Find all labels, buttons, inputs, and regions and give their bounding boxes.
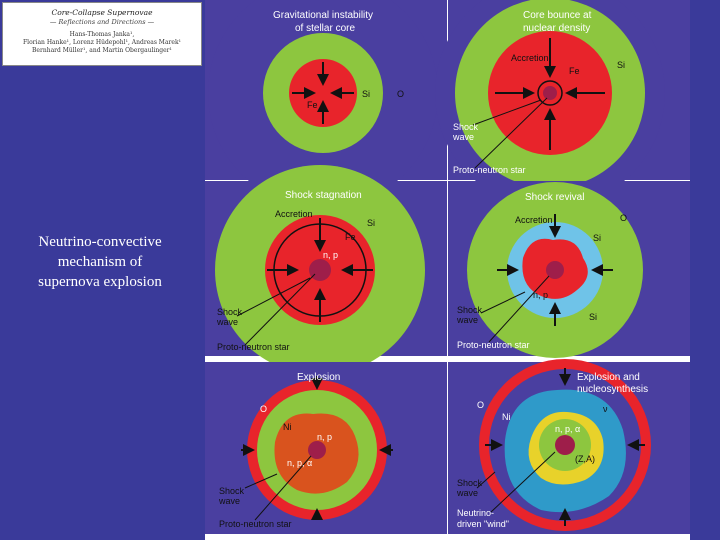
panel4-title: Shock revival — [525, 192, 585, 203]
panel6-wind-label-line2: driven "wind" — [457, 519, 509, 529]
panel1-o-label: O — [397, 89, 405, 99]
panel2-proto-neutron-star — [543, 86, 557, 100]
panel3-np-label: n, p — [323, 250, 339, 260]
panel5-npa-label: n, p, α — [287, 458, 313, 468]
side-caption — [2, 232, 198, 292]
panel6-o-label: O — [477, 400, 485, 410]
panel6-title-line2: nucleosynthesis — [577, 384, 649, 395]
panel3-si-label: Si — [367, 218, 376, 228]
panel1-title-line2: of stellar core — [295, 23, 356, 34]
panel4-si-bottom-label: Si — [589, 312, 598, 322]
panel2-fe-label: Fe — [569, 66, 580, 76]
panel5-ni-label: Ni — [283, 422, 292, 432]
panel3-shock-label-line2: wave — [217, 317, 239, 327]
panel6-za-label: (Z,A) — [575, 454, 595, 464]
panel6-nu-label: ν — [603, 404, 608, 414]
panel6-title-line1: Explosion and — [577, 372, 640, 383]
side-caption-line3: supernova explosion — [38, 274, 162, 290]
panel-explosion-nucleosynthesis — [448, 359, 690, 534]
panel-shock-revival — [448, 181, 690, 358]
panel4-shock-label-line2: wave — [457, 315, 479, 325]
side-caption-line1: Neutrino-convective — [38, 234, 162, 250]
panel1-title-line1: Gravitational instability — [273, 10, 374, 21]
panel3-accretion-label: Accretion — [275, 209, 313, 219]
panel4-si-top-label: Si — [593, 233, 602, 243]
paper-reference-box — [2, 2, 202, 66]
paper-authors — [3, 31, 201, 55]
panel5-title: Explosion — [297, 372, 341, 383]
supernova-diagram-svg — [205, 0, 690, 540]
paper-subtitle: — Reflections and Directions — — [49, 18, 155, 26]
supernova-diagram — [205, 0, 690, 540]
panel4-np-label: n, p — [533, 290, 549, 300]
panel2-title-line1: Core bounce at — [523, 10, 592, 21]
panel4-o-label: O — [620, 213, 628, 223]
panel2-shock-label-line1: Shock — [453, 122, 479, 132]
panel2-accretion-label: Accretion — [511, 53, 549, 63]
panel2-title-line2: nuclear density — [523, 23, 591, 34]
panel3-proto-neutron-star — [309, 259, 331, 281]
panel6-wind-label-line1: Neutrino- — [457, 508, 495, 518]
side-caption-line2: mechanism of — [57, 254, 143, 270]
panel-core-bounce — [435, 0, 690, 208]
paper-title: Core-Collapse Supernovae — [51, 8, 153, 17]
panel5-pns-label: Proto-neutron star — [219, 519, 292, 529]
panel6-ni-label: Ni — [502, 412, 511, 422]
panel5-np-top-label: n, p — [317, 432, 333, 442]
panel-explosion — [205, 362, 447, 534]
panel1-fe-label: Fe — [307, 100, 318, 110]
paper-authors-line2: Florian Hanke¹, Lorenz Hüdepohl¹, Andreas Marek¹ — [22, 39, 181, 46]
paper-authors-line3: Bernhard Müller¹, and Martin Obergaulinger¹ — [32, 47, 172, 54]
panel1-si-label: Si — [362, 89, 371, 99]
panel3-pns-label: Proto-neutron star — [217, 342, 290, 352]
panel6-shock-label-line2: wave — [457, 488, 479, 498]
panel2-si-label: Si — [617, 60, 626, 70]
panel4-shock-label-line1: Shock — [457, 305, 483, 315]
paper-authors-line1: Hans-Thomas Janka¹, — [69, 31, 135, 38]
panel2-shock-label-line2: wave — [453, 132, 475, 142]
panel3-shock-label-line1: Shock — [217, 307, 243, 317]
panel6-npa-label: n, p, α — [555, 424, 581, 434]
panel5-shock-label-line1: Shock — [219, 486, 245, 496]
panel3-fe-label: Fe — [345, 232, 356, 242]
panel5-o-label: O — [260, 404, 268, 414]
panel5-shock-label-line2: wave — [219, 496, 241, 506]
panel2-pns-label: Proto-neutron star — [453, 165, 526, 175]
panel6-proto-neutron-star — [555, 435, 575, 455]
panel3-title: Shock stagnation — [285, 190, 362, 201]
panel4-accretion-label: Accretion — [515, 215, 553, 225]
panel4-pns-label: Proto-neutron star — [457, 340, 530, 350]
panel6-shock-label-line1: Shock — [457, 478, 483, 488]
panel-shock-stagnation — [205, 165, 447, 375]
